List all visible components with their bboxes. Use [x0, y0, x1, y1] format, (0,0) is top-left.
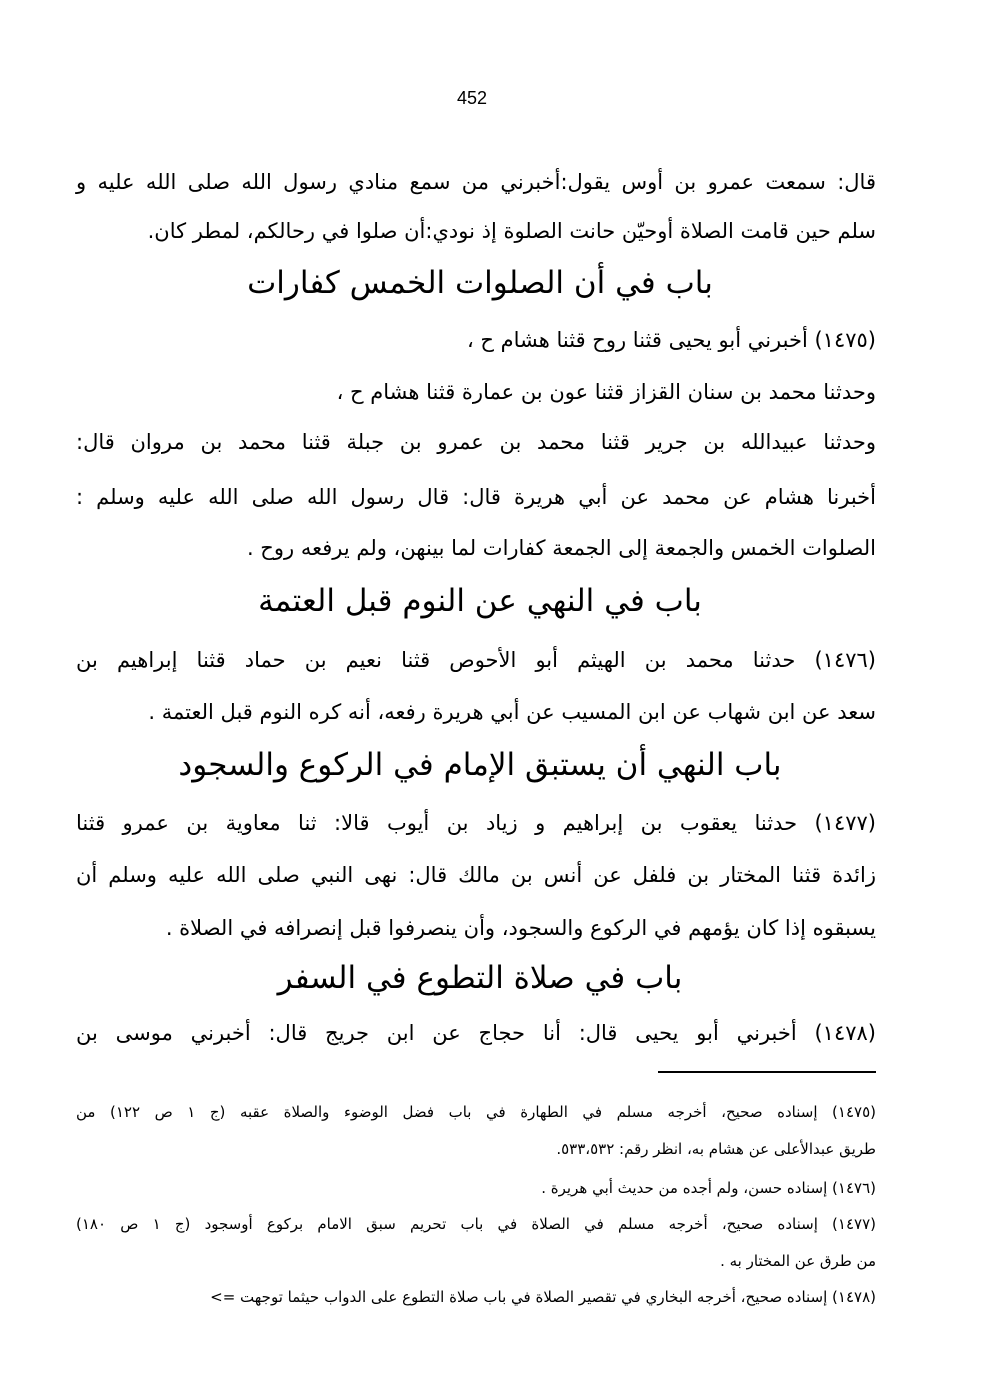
chapter-heading: باب النهي أن يستبق الإمام في الركوع والسجود [178, 747, 782, 783]
chapter-heading: باب في أن الصلوات الخمس كفارات [247, 265, 713, 301]
text-line: سلم حين قامت الصلاة أوحيّن حانت الصلوة إذ نودي:أن صلوا في رحالكم، لمطر كان. [147, 219, 876, 243]
text-line: سعد عن ابن شهاب عن ابن المسيب عن أبي هريرة رفعه، أنه كره النوم قبل العتمة . [148, 700, 876, 724]
text-line: وحدثنا عبيدالله بن جرير قثنا محمد بن عمرو بن جبلة قثنا محمد بن مروان قال: [76, 430, 876, 454]
text-line: زائدة قثنا المختار بن فلفل عن أنس بن مالك قال: نهى النبي صلى الله عليه وسلم أن [76, 863, 876, 887]
page-number: 452 [456, 88, 488, 108]
text-line: قال: سمعت عمرو بن أوس يقول:أخبرني من سمع منادي رسول الله صلى الله عليه و [76, 170, 876, 194]
hadith-1478-line: (١٤٧٨) أخبرني أبو يحيى قال: أنا حجاج عن ابن جريج قال: أخبرني موسى بن [76, 1021, 876, 1045]
footnote-1476: (١٤٧٦) إسناده حسن، ولم أجده من حديث أبي هريرة . [541, 1179, 876, 1197]
hadith-1477-line: (١٤٧٧) حدثنا يعقوب بن إبراهيم و زياد بن أيوب قالا: ثنا معاوية بن عمرو قثنا [76, 811, 876, 835]
text-line: الصلوات الخمس والجمعة إلى الجمعة كفارات لما بينهن، ولم يرفعه روح . [246, 536, 876, 560]
text-line: وحدثنا محمد بن سنان القزاز قثنا عون بن عمارة قثنا هشام ح ، [336, 380, 876, 404]
hadith-1475-line: (١٤٧٥) أخبرني أبو يحيى قثنا روح قثنا هشام ح ، [466, 328, 876, 352]
footnote-1475-continued: طريق عبدالأعلى عن هشام به، انظر رقم: ٥٣٣،٥٣٢. [556, 1140, 876, 1158]
footnote-1475: (١٤٧٥) إسناده صحيح، أخرجه مسلم في الطهارة في باب فضل الوضوء والصلاة عقبه (ج ١ ص ١٢٢) من [76, 1103, 877, 1121]
hadith-1476-line: (١٤٧٦) حدثنا محمد بن الهيثم أبو الأحوص قثنا نعيم بن حماد قثنا إبراهيم بن [76, 648, 876, 672]
chapter-heading: باب في النهي عن النوم قبل العتمة [258, 583, 702, 619]
footnote-1477: (١٤٧٧) إسناده صحيح، أخرجه مسلم في الصلاة في باب تحريم سبق الامام بركوع أوسجود (ج ١ ص ١٨٠) [76, 1215, 877, 1233]
footnote-1477-continued: من طرق عن المختار به . [720, 1252, 876, 1270]
footnote-1478: (١٤٧٨) إسناده صحيح، أخرجه البخاري في تقصير الصلاة في باب صلاة التطوع على الدواب حيثما توجهت => [210, 1288, 876, 1306]
text-line: يسبقوه إذا كان يؤمهم في الركوع والسجود، وأن ينصرفوا قبل إنصرافه في الصلاة . [165, 916, 876, 940]
text-line: أخبرنا هشام عن محمد عن أبي هريرة قال: قال رسول الله صلى الله عليه وسلم : [76, 485, 876, 509]
footnote-separator [658, 1071, 876, 1073]
chapter-heading: باب في صلاة التطوع في السفر [277, 960, 683, 996]
